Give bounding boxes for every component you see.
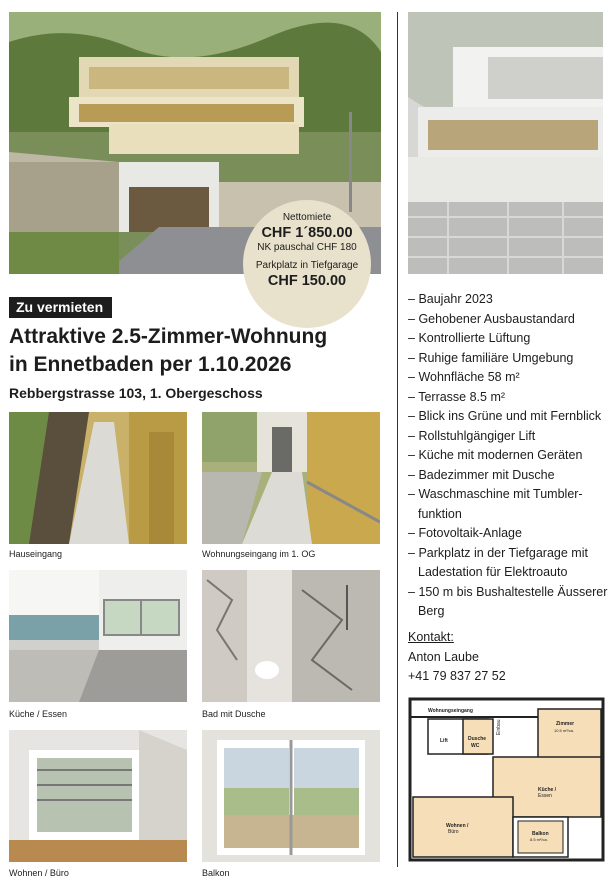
address: Rebbergstrasse 103, 1. Obergeschoss [9,385,263,401]
plan-room-area: 10.5 m²/ca. [554,728,575,733]
photo-bathroom [202,570,380,702]
contact-name: Anton Laube [408,649,479,664]
plan-kitchen-label: Küche / [538,787,557,793]
column-divider [397,12,398,867]
contact-block [408,628,506,687]
photo-balcony [202,730,380,862]
building-detail-photo [408,12,603,274]
photo-apartment-entrance [202,412,380,544]
rental-tag: Zu vermieten [9,297,112,318]
plan-kitchen-label-2: Essen [538,793,552,799]
parking-label: Parkplatz in Tiefgarage [255,260,359,271]
headline-line-2: in Ennetbaden per 1.10.2026 [9,353,292,376]
feature-item: – Waschmaschine mit Tumbler-funktion [408,485,613,524]
headline [9,323,389,379]
feature-item: – Fotovoltaik-Anlage [408,524,613,544]
plan-room-label: Zimmer [556,721,575,727]
feature-item: – Baujahr 2023 [408,290,613,310]
rent-value: CHF 1´850.00 [261,225,353,241]
caption-balcony: Balkon [202,868,230,878]
contact-phone[interactable]: +41 79 837 27 52 [408,669,506,683]
feature-item: – Terrasse 8.5 m² [408,388,613,408]
caption-entrance: Hauseingang [9,549,63,559]
caption-kitchen: Küche / Essen [9,709,68,719]
contact-label: Kontakt: [408,630,454,644]
caption-apartment-entrance: Wohnungseingang im 1. OG [202,549,316,559]
rent-label: Nettomiete [282,212,332,223]
feature-list [408,290,613,622]
feature-item: – Parkplatz in der Tiefgarage mit Ladestation für Elektroauto [408,544,613,583]
floor-plan [408,697,605,862]
photo-living [9,730,187,862]
feature-item: – Kontrollierte Lüftung [408,329,613,349]
headline-line-1: Attraktive 2.5-Zimmer-Wohnung [9,325,328,348]
plan-shower-label: Dusche [468,736,487,742]
photo-entrance [9,412,187,544]
photo-kitchen [9,570,187,702]
price-badge [243,200,371,328]
plan-entrance-label: Wohnungseingang [428,708,473,714]
feature-item: – 150 m bis Bushaltestelle Äusserer Berg [408,583,613,622]
plan-balcony-label: Balkon [532,831,549,837]
parking-value: CHF 150.00 [267,273,347,289]
caption-bathroom: Bad mit Dusche [202,709,266,719]
feature-item: – Wohnfläche 58 m² [408,368,613,388]
caption-living: Wohnen / Büro [9,868,69,878]
feature-item: – Rollstuhlgängiger Lift [408,427,613,447]
plan-lift-label: Lift [440,738,448,744]
feature-item: – Küche mit modernen Geräten [408,446,613,466]
plan-living-label-2: Büro [448,829,459,835]
feature-item: – Ruhige familiäre Umgebung [408,349,613,369]
feature-item: – Badezimmer mit Dusche [408,466,613,486]
feature-item: – Blick ins Grüne und mit Fernblick [408,407,613,427]
plan-wc-label: WC [471,743,480,749]
plan-living-label: Wohnen / [446,823,469,829]
feature-item: – Gehobener Ausbaustandard [408,310,613,330]
nk-text: NK pauschal CHF 180 [257,242,357,253]
plan-closet-label: Einbau [496,719,502,735]
plan-balcony-area: 8.5 m²/ca. [530,837,548,842]
